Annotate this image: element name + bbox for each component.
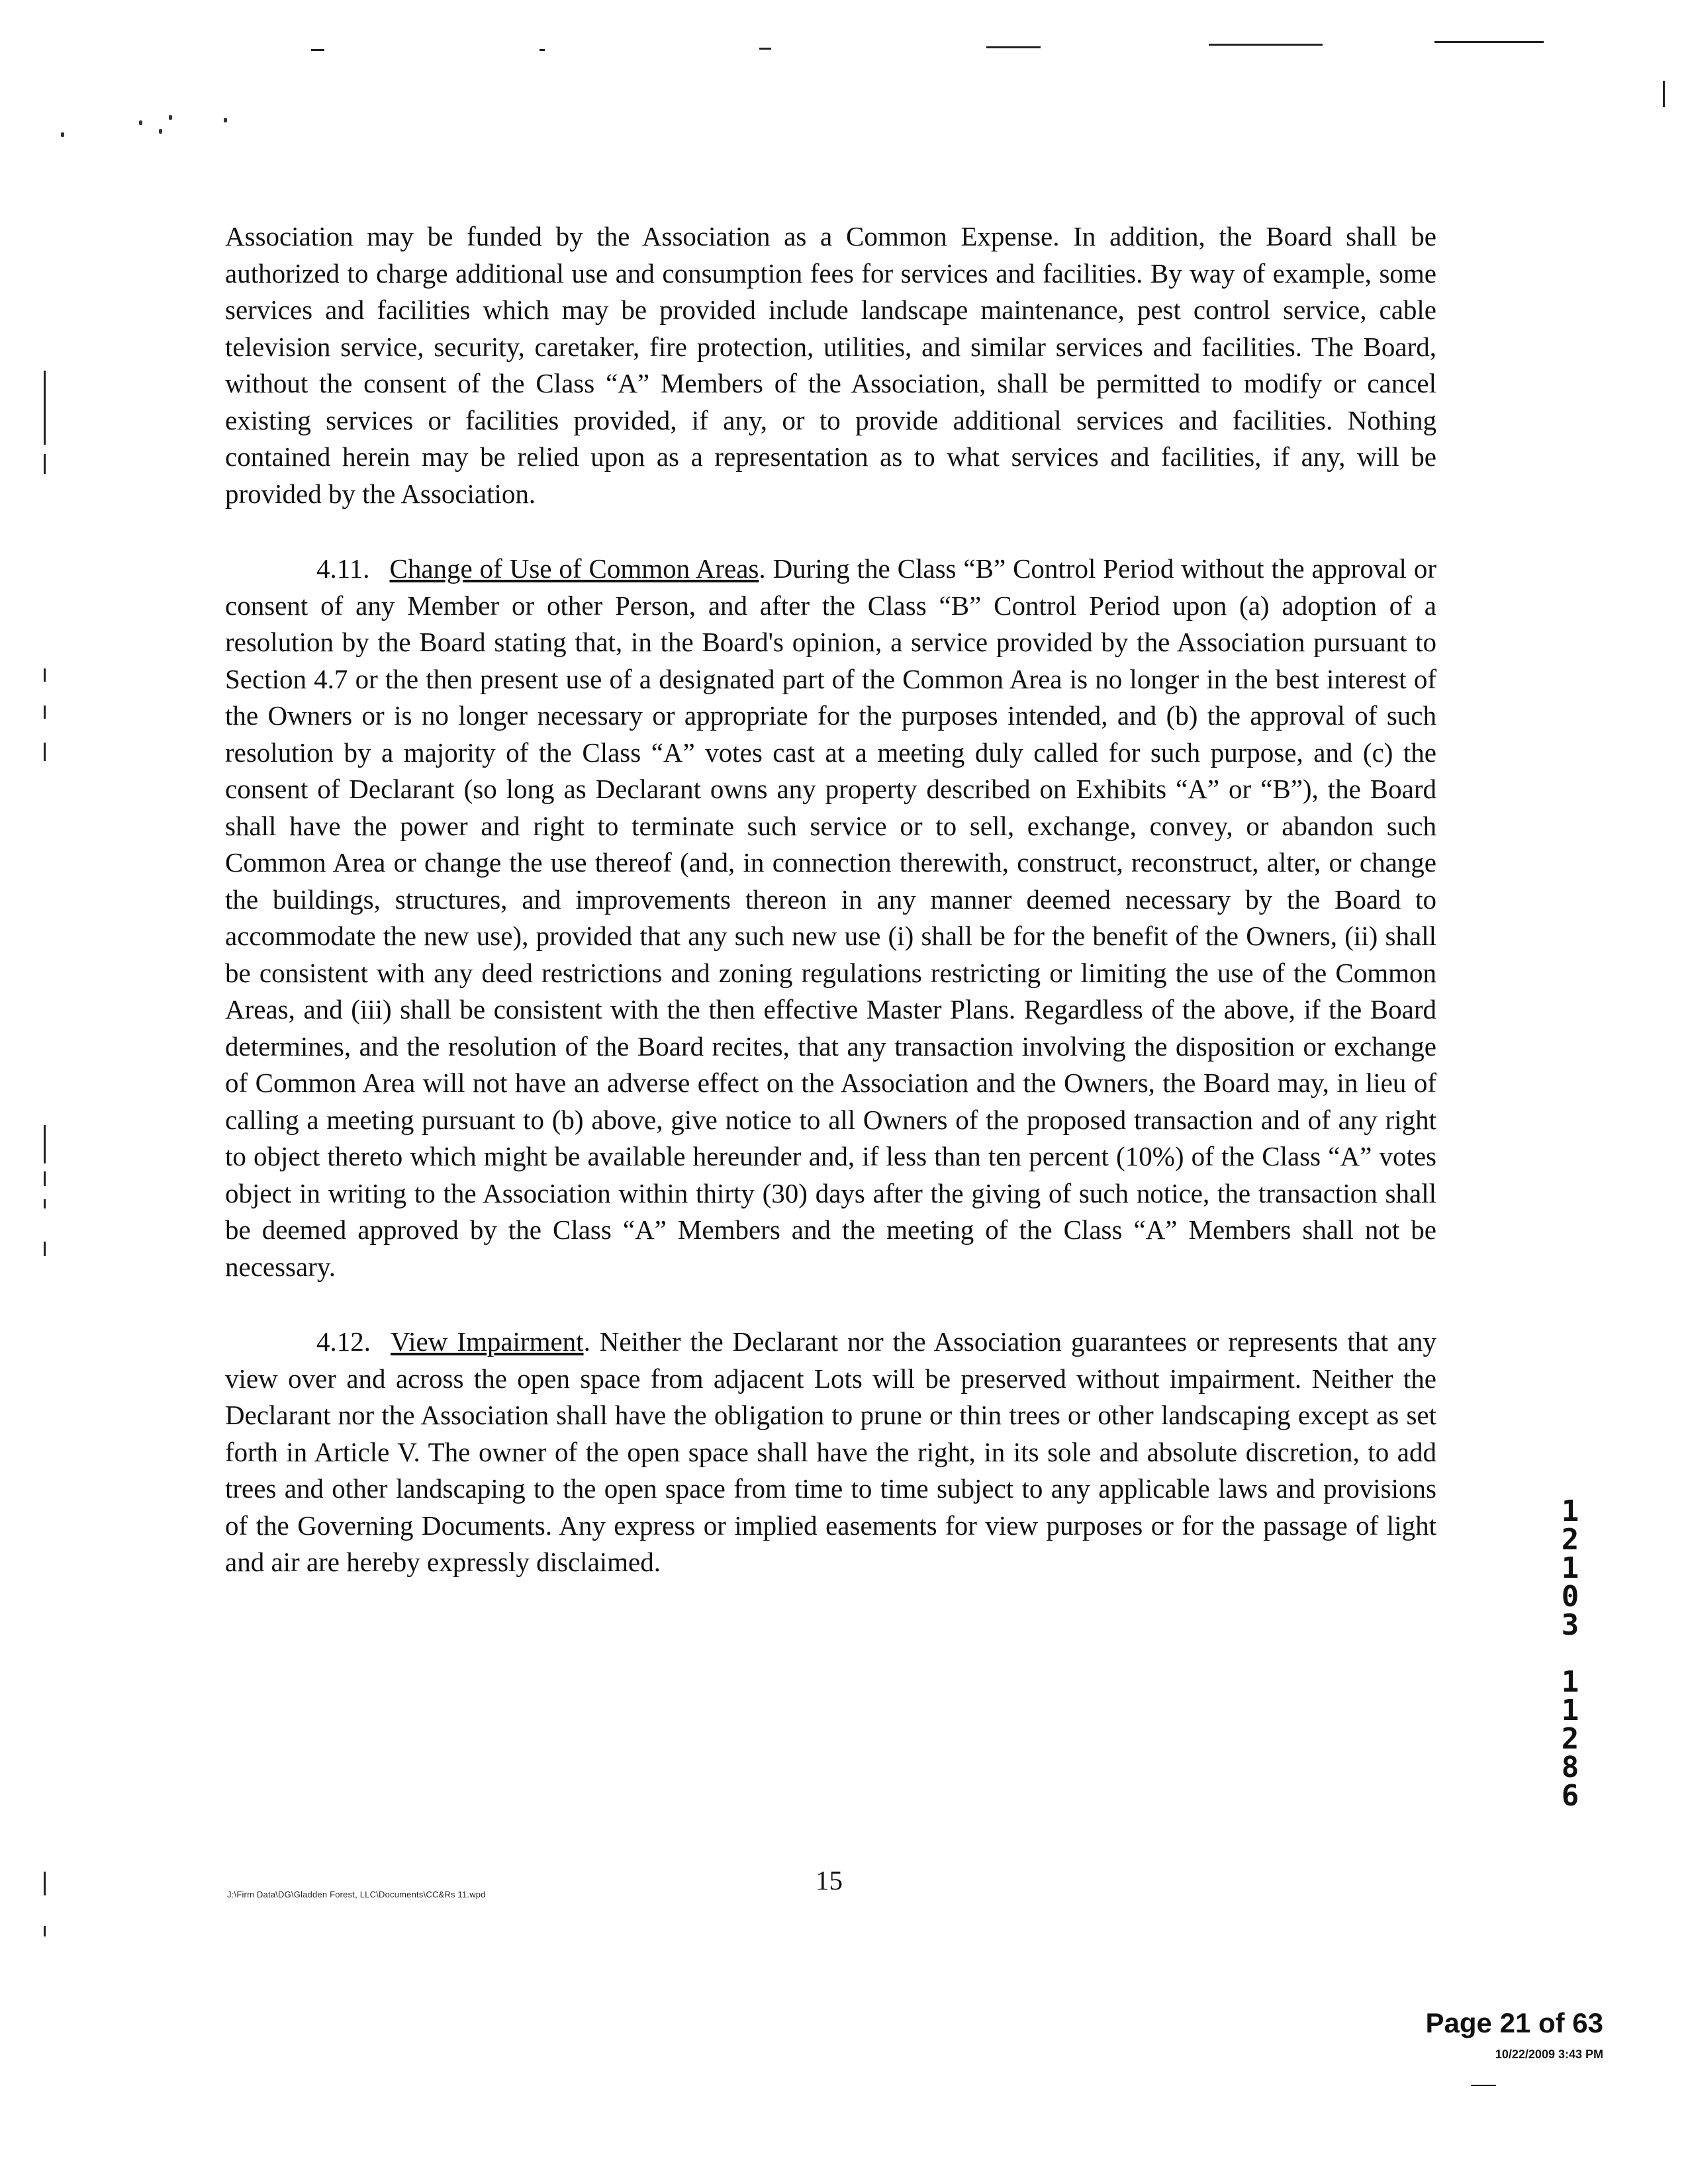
scan-mark: [44, 1872, 46, 1895]
page-count: Page 21 of 63: [1425, 2007, 1603, 2038]
scan-speck: [159, 129, 162, 134]
section-4-12: [225, 1324, 1436, 1581]
scan-mark: [1209, 44, 1323, 46]
scan-mark: [986, 46, 1041, 48]
section-title: View Impairment: [391, 1326, 584, 1357]
stamp-digit: 0: [1561, 1580, 1579, 1614]
section-title: Change of Use of Common Areas: [389, 553, 759, 584]
stamp-digit: 2: [1561, 1722, 1579, 1756]
stamp-digit: 8: [1561, 1751, 1579, 1784]
scan-mark: [1663, 81, 1665, 107]
stamp-digit: 2: [1561, 1523, 1579, 1557]
stamp-gap: [1557, 1639, 1583, 1668]
scan-speck: [61, 132, 64, 137]
scan-mark: [44, 371, 46, 445]
scan-mark: [311, 49, 324, 51]
print-timestamp: 10/22/2009 3:43 PM: [1495, 2048, 1603, 2061]
scan-mark: [44, 1926, 46, 1936]
paragraph-text: Association may be funded by the Association as a Common Expense. In addition, the Board shall be authorized to charge additional use and consumption fees for services and facilities. By way of example, some services and facilities which may be provided include landscape maintenance, pest control service, cable television service, security, caretaker, fire protection, utilities, and similar services and facilities. The Board, without the consent of the Class “A” Members of the Association, shall be permitted to modify or cancel existing services or facilities provided, if any, or to provide additional services and facilities. Nothing contained herein may be relied upon as a representation as to what services and facilities, if any, will be provided by the Association.: [225, 221, 1436, 509]
scan-mark: [1471, 2085, 1496, 2086]
scan-mark: [44, 1199, 46, 1208]
section-number: 4.12.: [316, 1326, 371, 1357]
scan-mark: [44, 705, 46, 719]
stamp-digit: 1: [1561, 1665, 1579, 1699]
stamp-digit: 3: [1561, 1608, 1579, 1642]
stamp-digit: 1: [1561, 1694, 1579, 1727]
scan-mark: [759, 48, 771, 50]
scan-mark: [44, 668, 46, 682]
stamp-digit: 1: [1561, 1551, 1579, 1585]
page-number: 15: [816, 1865, 843, 1895]
scan-mark: [539, 49, 545, 51]
paragraph-continuation: [225, 218, 1436, 512]
section-4-11: [225, 551, 1436, 1285]
stamp-digit: 6: [1561, 1779, 1579, 1813]
section-number: 4.11.: [316, 553, 370, 584]
scan-mark: [44, 743, 46, 761]
scan-speck: [139, 120, 142, 125]
document-body: [225, 218, 1436, 1619]
scan-mark: [44, 1125, 46, 1163]
footer-file-path: J:\Firm Data\DG\Gladden Forest, LLC\Documents\CC&Rs 11.wpd: [227, 1889, 486, 1899]
recording-stamp: [1557, 1494, 1583, 1813]
section-text: . Neither the Declarant nor the Association guarantees or represents that any view over and across the open space from adjacent Lots will be preserved without impairment. Neither the Declarant nor the Association shall have the obligation to prune or thin trees or other landscaping except as set forth in Article V. The owner of the open space shall have the right, in its sole and absolute discretion, to add trees and other landscaping to the open space from time to time subject to any applicable laws and provisions of the Governing Documents. Any express or implied easements for view purposes or for the passage of light and air are hereby expressly disclaimed.: [225, 1326, 1436, 1577]
scan-mark: [44, 1242, 46, 1256]
scan-mark: [1434, 41, 1544, 43]
scan-mark: [44, 454, 46, 474]
scan-speck: [224, 118, 227, 122]
scan-speck: [169, 115, 172, 120]
section-text: . During the Class “B” Control Period without the approval or consent of any Member or other Person, and after the Class “B” Control Period upon (a) adoption of a resolution by the Board stating that, in the Board's opinion, a service provided by the Association pursuant to Section 4.7 or the then present use of a designated part of the Common Area is no longer in the best interest of the Owners or is no longer necessary or appropriate for the purposes intended, and (b) the approval of such resolution by a majority of the Class “A” votes cast at a meeting duly called for such purpose, and (c) the consent of Declarant (so long as Declarant owns any property described on Exhibits “A” or “B”), the Board shall have the power and right to terminate such service or to sell, exchange, convey, or abandon such Common Area or change the use thereof (and, in connection therewith, construct, reconstruct, alter, or change the buildings, structures, and improvements thereon in any manner deemed necessary by the Board to accommodate the new use), provided that any such new use (i) shall be for the benefit of the Owners, (ii) shall be consistent with any deed restrictions and zoning regulations restricting or limiting the use of the Common Areas, and (iii) shall be consistent with the then effective Master Plans. Regardless of the above, if the Board determines, and the resolution of the Board recites, that any transaction involving the disposition or exchange of Common Area will not have an adverse effect on the Association and the Owners, the Board may, in lieu of calling a meeting pursuant to (b) above, give notice to all Owners of the proposed transaction and of any right to object thereto which might be available hereunder and, if less than ten percent (10%) of the Class “A” votes object in writing to the Association within thirty (30) days after the giving of such notice, the transaction shall be deemed approved by the Class “A” Members and the meeting of the Class “A” Members shall not be necessary.: [225, 553, 1436, 1282]
scan-mark: [44, 1171, 46, 1186]
stamp-digit: 1: [1561, 1494, 1579, 1528]
